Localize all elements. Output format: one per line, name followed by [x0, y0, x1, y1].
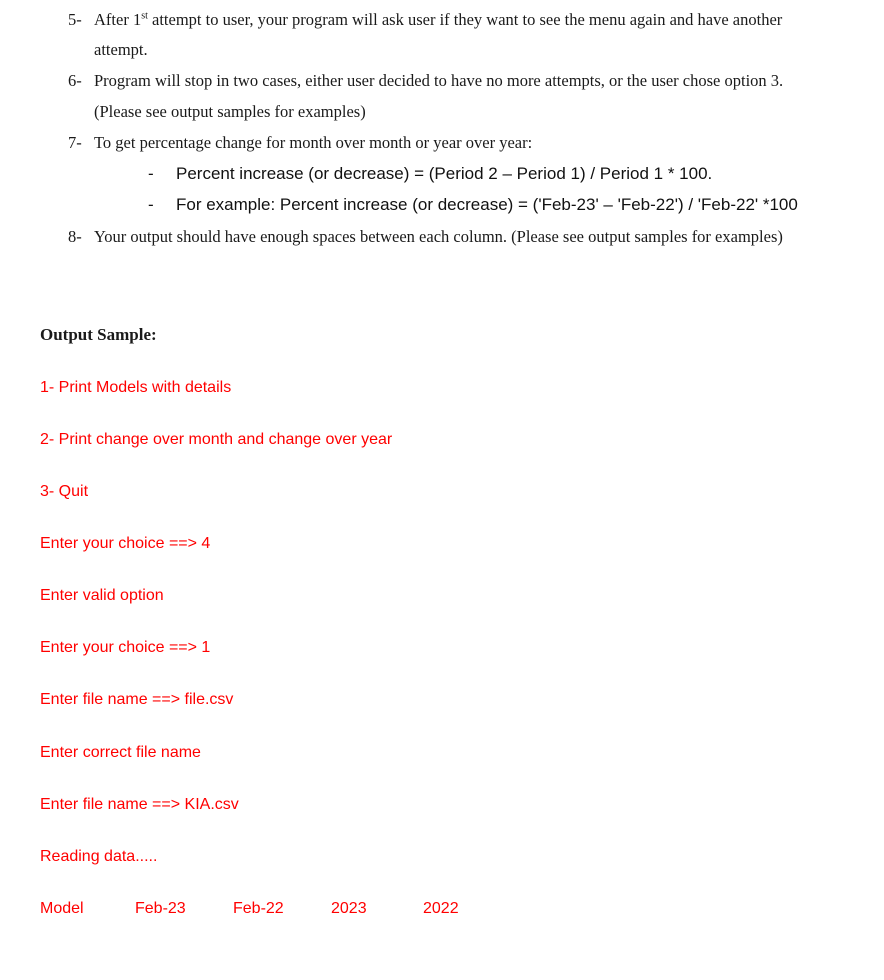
- instruction-item-6: [68, 70, 783, 92]
- output-line: Reading data.....: [40, 848, 158, 865]
- output-line: 1- Print Models with details: [40, 379, 232, 396]
- instruction-item-5: [68, 9, 782, 31]
- bullet-dash: -: [148, 195, 154, 214]
- instruction-item-8: [68, 226, 783, 248]
- column-header-feb-23: Feb-23: [135, 900, 186, 917]
- ordinal-suffix: st: [141, 10, 148, 22]
- item-text-post: attempt to user, your program will ask user if they want to see the menu again and have another: [147, 10, 783, 29]
- column-header-2022: 2022: [423, 900, 459, 917]
- output-line: Enter file name ==> KIA.csv: [40, 796, 239, 813]
- item-number: 7-: [68, 133, 82, 152]
- item-number: 8-: [68, 227, 82, 246]
- output-line: 2- Print change over month and change over year: [40, 431, 393, 448]
- example-bullet: [148, 194, 798, 216]
- bullet-dash: -: [148, 164, 154, 183]
- instruction-item-7: [68, 132, 532, 154]
- output-sample-heading: Output Sample:: [40, 325, 157, 344]
- output-line: Enter your choice ==> 4: [40, 535, 211, 552]
- formula-bullet: [148, 163, 712, 185]
- item-number: 5-: [68, 10, 82, 29]
- bullet-text: Percent increase (or decrease) = (Period 2 – Period 1) / Period 1 * 100.: [176, 164, 713, 183]
- bullet-text: For example: Percent increase (or decrease) = ('Feb-23' – 'Feb-22') / 'Feb-22' *100: [176, 195, 798, 214]
- column-header-2023: 2023: [331, 900, 367, 917]
- item-number: 6-: [68, 71, 82, 90]
- item-text: Program will stop in two cases, either user decided to have no more attempts, or the user chose option 3.: [94, 71, 784, 90]
- instruction-item-6-cont: (Please see output samples for examples): [94, 102, 366, 121]
- column-header-feb-22: Feb-22: [233, 900, 284, 917]
- item-text: Your output should have enough spaces between each column. (Please see output samples for examples): [94, 227, 783, 246]
- output-line: Enter your choice ==> 1: [40, 639, 211, 656]
- output-line: Enter correct file name: [40, 744, 201, 761]
- instruction-item-5-cont: attempt.: [94, 40, 148, 59]
- item-text: To get percentage change for month over month or year over year:: [94, 133, 533, 152]
- output-line: 3- Quit: [40, 483, 89, 500]
- column-header-model: Model: [40, 900, 84, 917]
- item-text-pre: After 1: [94, 10, 142, 29]
- output-line: Enter valid option: [40, 587, 164, 604]
- output-line: Enter file name ==> file.csv: [40, 691, 234, 708]
